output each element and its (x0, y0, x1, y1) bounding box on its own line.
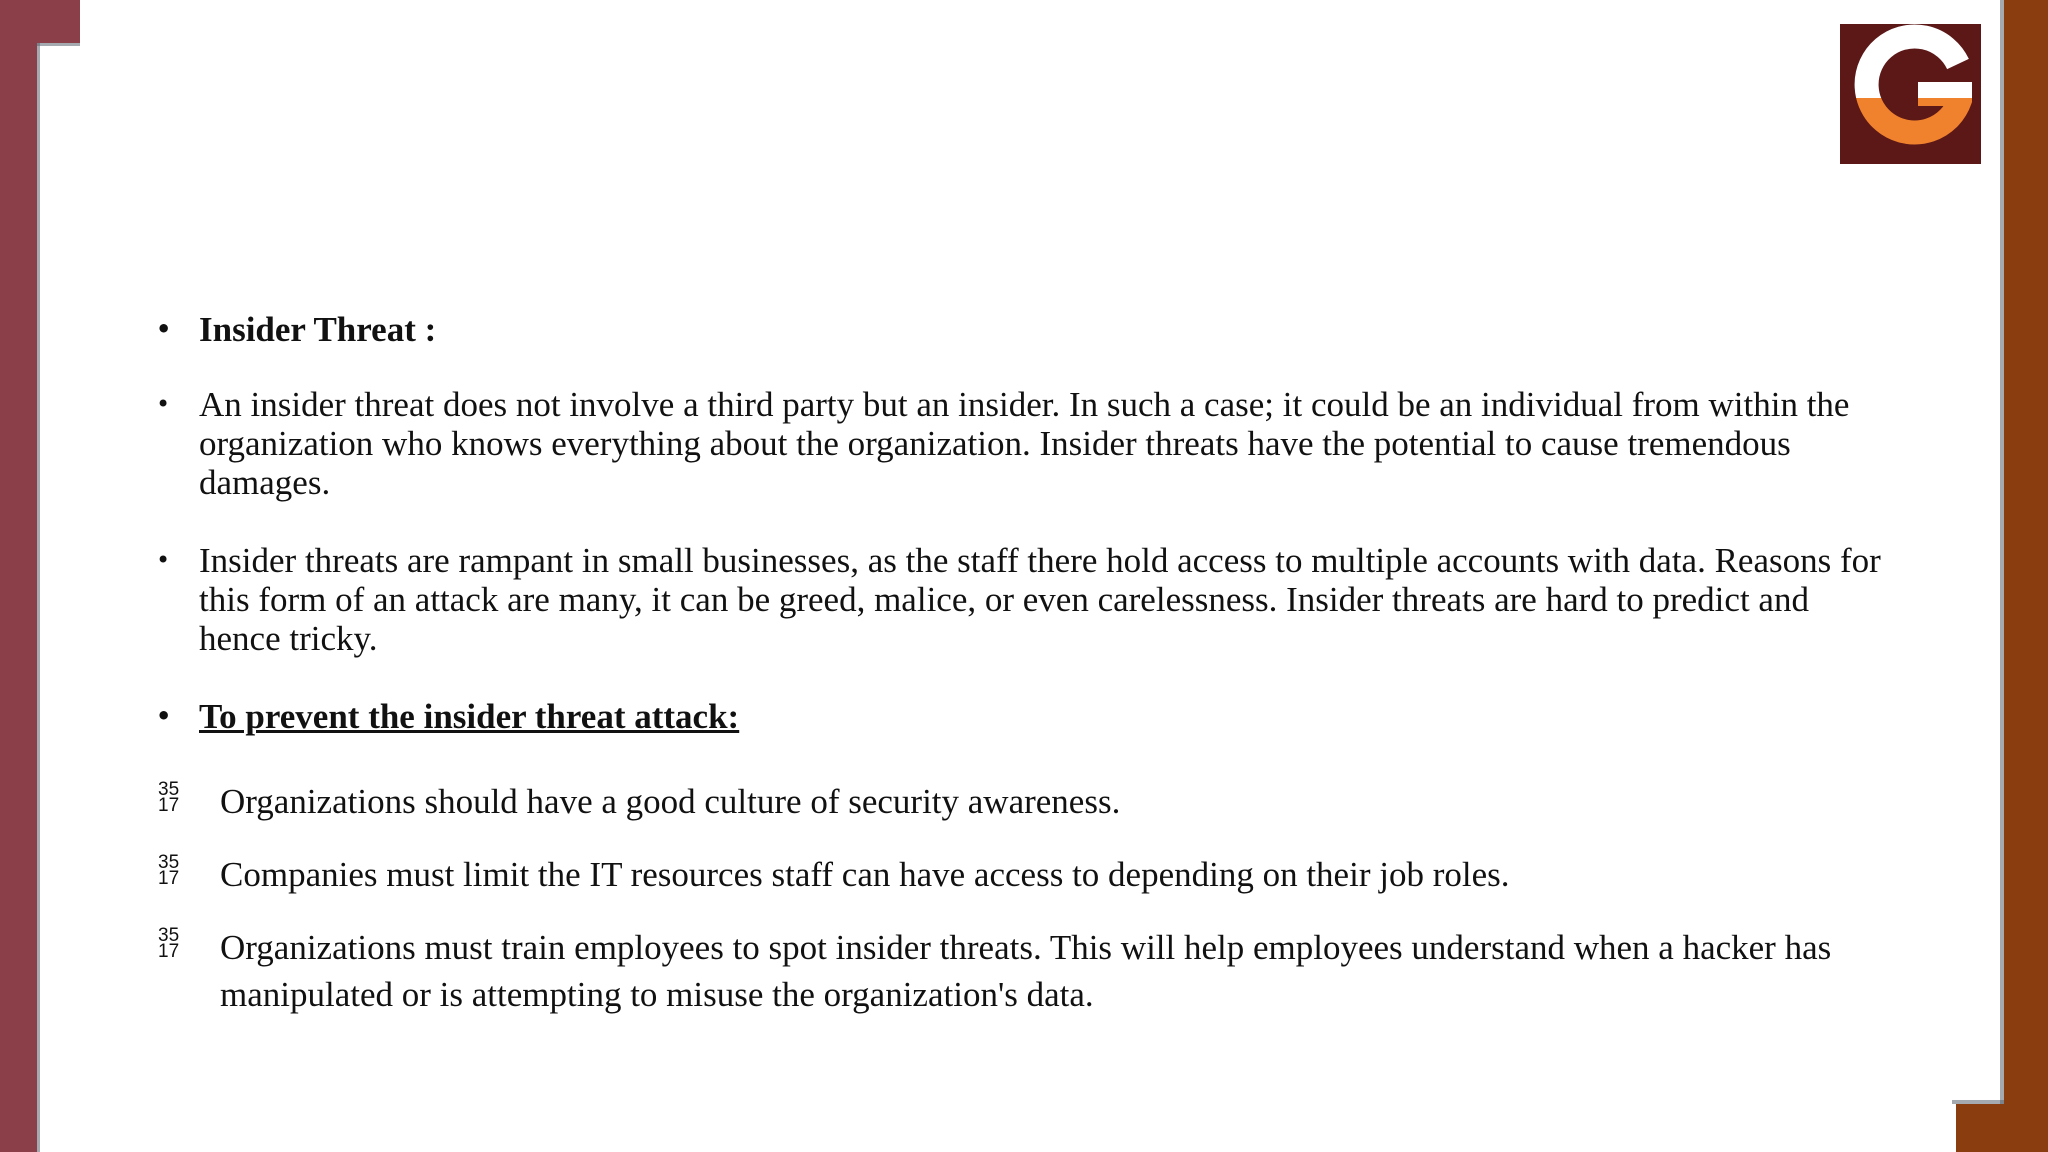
slide-content (152, 310, 1892, 1044)
right-frame-foot-shadow (1952, 1100, 2004, 1104)
list-marker-bottom: 17 (158, 795, 180, 816)
prevention-item-text: Companies must limit the IT resources staff can have access to depending on their job roles. (220, 855, 1510, 894)
list-marker-bottom: 17 (158, 868, 180, 889)
prevention-list (152, 778, 1892, 1018)
bullet-small-business (152, 541, 1892, 658)
right-frame-shadow (2000, 0, 2004, 1104)
right-frame-foot (1956, 1104, 2048, 1152)
left-frame-shadow (37, 43, 40, 1152)
prevention-item (152, 778, 1892, 825)
left-frame-cap-shadow (37, 43, 80, 46)
prevention-item-text: Organizations must train employees to spot insider threats. This will help employees understand when a hacker has manipulated or is attempting to misuse the organization's data. (220, 928, 1832, 1014)
prevention-item (152, 924, 1892, 1018)
bullet-marker: • (156, 546, 171, 574)
list-marker (158, 779, 180, 816)
list-marker (158, 925, 180, 962)
insider-threat-title: Insider Threat : (199, 310, 437, 349)
bullet-marker: • (156, 702, 172, 730)
bullet-insider-threat-title (152, 310, 1892, 349)
list-marker-top: 35 (158, 852, 180, 873)
list-marker-top: 35 (158, 779, 180, 800)
insider-definition-text: An insider threat does not involve a third party but an insider. In such a case; it could be an individual from within the organization who knows everything about the organization. Insider threats have the potential to cause tremendous damages. (199, 385, 1850, 502)
bullet-insider-definition (152, 385, 1892, 502)
right-frame-bar (2004, 0, 2048, 1152)
bullet-marker: • (156, 390, 171, 418)
prevention-heading: To prevent the insider threat attack: (199, 697, 740, 736)
prevention-item-text: Organizations should have a good culture of security awareness. (220, 782, 1121, 821)
list-marker (158, 852, 180, 889)
list-marker-bottom: 17 (158, 941, 180, 962)
left-frame-bar (0, 0, 37, 1152)
list-marker-top: 35 (158, 925, 180, 946)
prevention-item (152, 851, 1892, 898)
bullet-marker: • (156, 315, 172, 343)
bullet-prevention-heading (152, 697, 1892, 736)
small-business-text: Insider threats are rampant in small businesses, as the staff there hold access to multiple accounts with data. Reasons for this form of an attack are many, it can be greed, malice, or even carelessness. Insider threats are hard to predict and hence tricky. (199, 541, 1881, 658)
left-frame-cap (0, 0, 80, 43)
g-logo-icon (1840, 24, 1981, 164)
